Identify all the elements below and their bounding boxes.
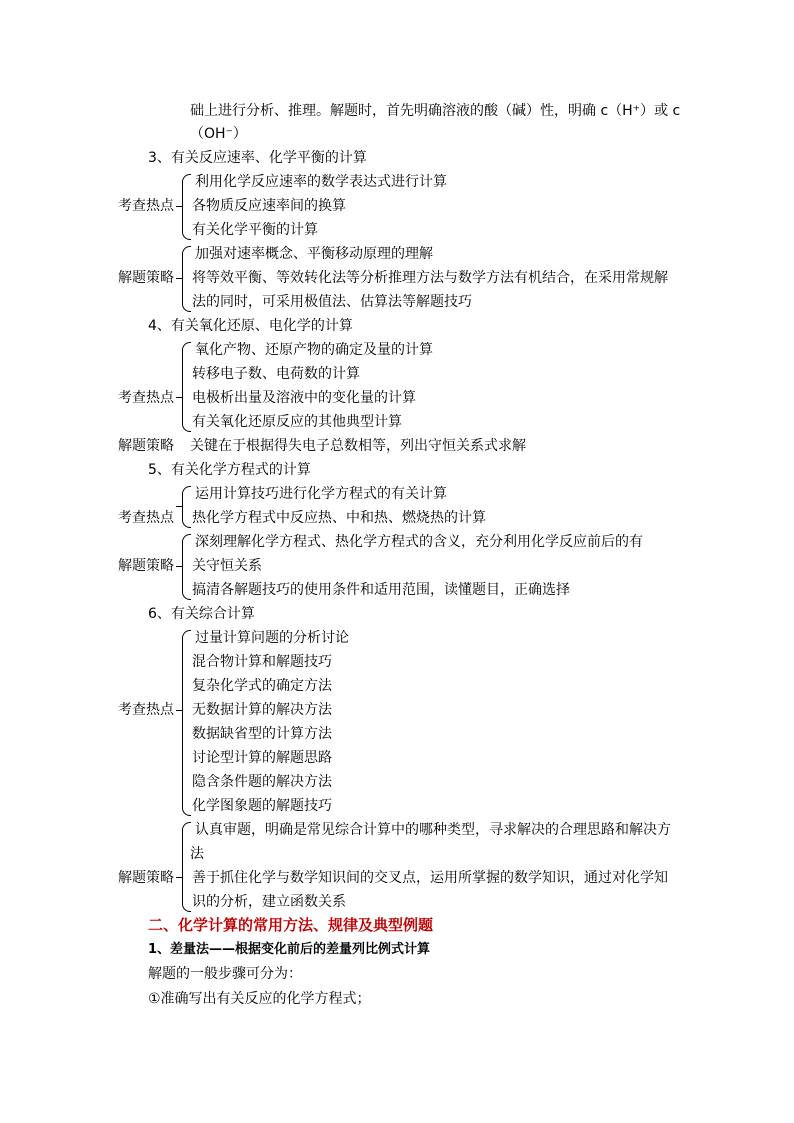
brace-tip — [176, 506, 182, 507]
brace — [182, 486, 191, 528]
section-6-hotspot-item: 过量计算问题的分析讨论 — [195, 630, 349, 646]
intro-line-1: 础上进行分析、推理。解题时，首先明确溶液的酸（碱）性，明确 c（H⁺）或 c — [190, 103, 681, 119]
section-6-strategy-label: 解题策略 — [118, 870, 174, 886]
section-5-hotspot-item: 运用计算技巧进行化学方程式的有关计算 — [195, 486, 447, 502]
brace-tip — [176, 397, 182, 398]
section-3-title: 3、有关反应速率、化学平衡的计算 — [148, 150, 367, 166]
step-1: ①准确写出有关反应的化学方程式； — [148, 991, 371, 1007]
section-3-strategy-item: 法的同时，可采用极值法、估算法等解题技巧 — [192, 294, 472, 310]
section-6-hotspot-item: 数据缺省型的计算方法 — [192, 726, 332, 742]
section-6-hotspot-item: 隐含条件题的解决方法 — [192, 774, 332, 790]
brace-tip — [176, 206, 182, 207]
brace-tip — [176, 877, 182, 878]
brace — [182, 246, 191, 312]
section-6-strategy-item: 法 — [190, 846, 204, 862]
section-6-strategy-item: 善于抓住化学与数学知识间的交叉点，运用所掌握的数学知识，通过对化学知 — [192, 870, 668, 886]
intro-line-2: （OH⁻） — [190, 126, 247, 142]
brace — [182, 342, 191, 432]
section-3-hotspot-item: 利用化学反应速率的数学表达式进行计算 — [195, 174, 447, 190]
section-5-hotspot-item: 热化学方程式中反应热、中和热、燃烧热的计算 — [192, 510, 486, 526]
section-3-strategy-item: 加强对速率概念、平衡移动原理的理解 — [195, 246, 433, 262]
section-4-hotspot-item: 电极析出量及溶液中的变化量的计算 — [192, 390, 416, 406]
section-5-strategy-item: 深刻理解化学方程式、热化学方程式的含义，充分利用化学反应前后的有 — [195, 534, 643, 550]
section-3-strategy-label: 解题策略 — [118, 270, 174, 286]
section-4-strategy-text: 关键在于根据得失电子总数相等，列出守恒关系式求解 — [190, 438, 526, 454]
section-3-hotspot-item: 各物质反应速率间的换算 — [192, 198, 346, 214]
section-6-title: 6、有关综合计算 — [148, 606, 255, 622]
section-4-hotspot-item: 有关氧化还原反应的其他典型计算 — [192, 414, 402, 430]
section-5-strategy-item: 搞清各解题技巧的使用条件和适用范围，读懂题目，正确选择 — [192, 582, 570, 598]
section-4-hotspot-item: 转移电子数、电荷数的计算 — [192, 366, 360, 382]
section-4-strategy-label: 解题策略 — [118, 438, 174, 454]
section-5-title: 5、有关化学方程式的计算 — [148, 462, 311, 478]
section-6-hotspot-item: 无数据计算的解决方法 — [192, 702, 332, 718]
section-5-strategy-label: 解题策略 — [118, 558, 174, 574]
section-6-strategy-item: 识的分析，建立函数关系 — [192, 894, 346, 910]
section-5-strategy-item: 关守恒关系 — [192, 558, 262, 574]
section-4-hotspot-label: 考查热点 — [118, 390, 174, 406]
part-2-subheading: 1、差量法——根据变化前后的差量列比例式计算 — [148, 942, 431, 957]
brace — [182, 822, 191, 912]
brace — [182, 534, 191, 600]
section-5-hotspot-label: 考查热点 — [118, 510, 174, 526]
section-4-title: 4、有关氧化还原、电化学的计算 — [148, 318, 353, 334]
section-6-hotspot-item: 混合物计算和解题技巧 — [192, 654, 332, 670]
section-6-hotspot-item: 复杂化学式的确定方法 — [192, 678, 332, 694]
section-6-hotspot-label: 考查热点 — [118, 702, 174, 718]
section-3-strategy-item: 将等效平衡、等效转化法等分析推理方法与数学方法有机结合，在采用常规解 — [192, 270, 668, 286]
section-4-hotspot-item: 氧化产物、还原产物的确定及量的计算 — [195, 342, 433, 358]
part-2-heading: 二、化学计算的常用方法、规律及典型例题 — [148, 916, 434, 934]
brace — [182, 174, 191, 240]
section-6-strategy-item: 认真审题，明确是常见综合计算中的哪种类型，寻求解决的合理思路和解决方 — [195, 822, 671, 838]
brace-tip — [176, 566, 182, 567]
section-3-hotspot-item: 有关化学平衡的计算 — [192, 222, 318, 238]
brace — [182, 630, 191, 816]
steps-intro: 解题的一般步骤可分为： — [148, 966, 302, 982]
section-3-hotspot-label: 考查热点 — [118, 198, 174, 214]
brace-tip — [176, 710, 182, 711]
section-6-hotspot-item: 讨论型计算的解题思路 — [192, 750, 332, 766]
section-6-hotspot-item: 化学图象题的解题技巧 — [192, 798, 332, 814]
brace-tip — [176, 278, 182, 279]
